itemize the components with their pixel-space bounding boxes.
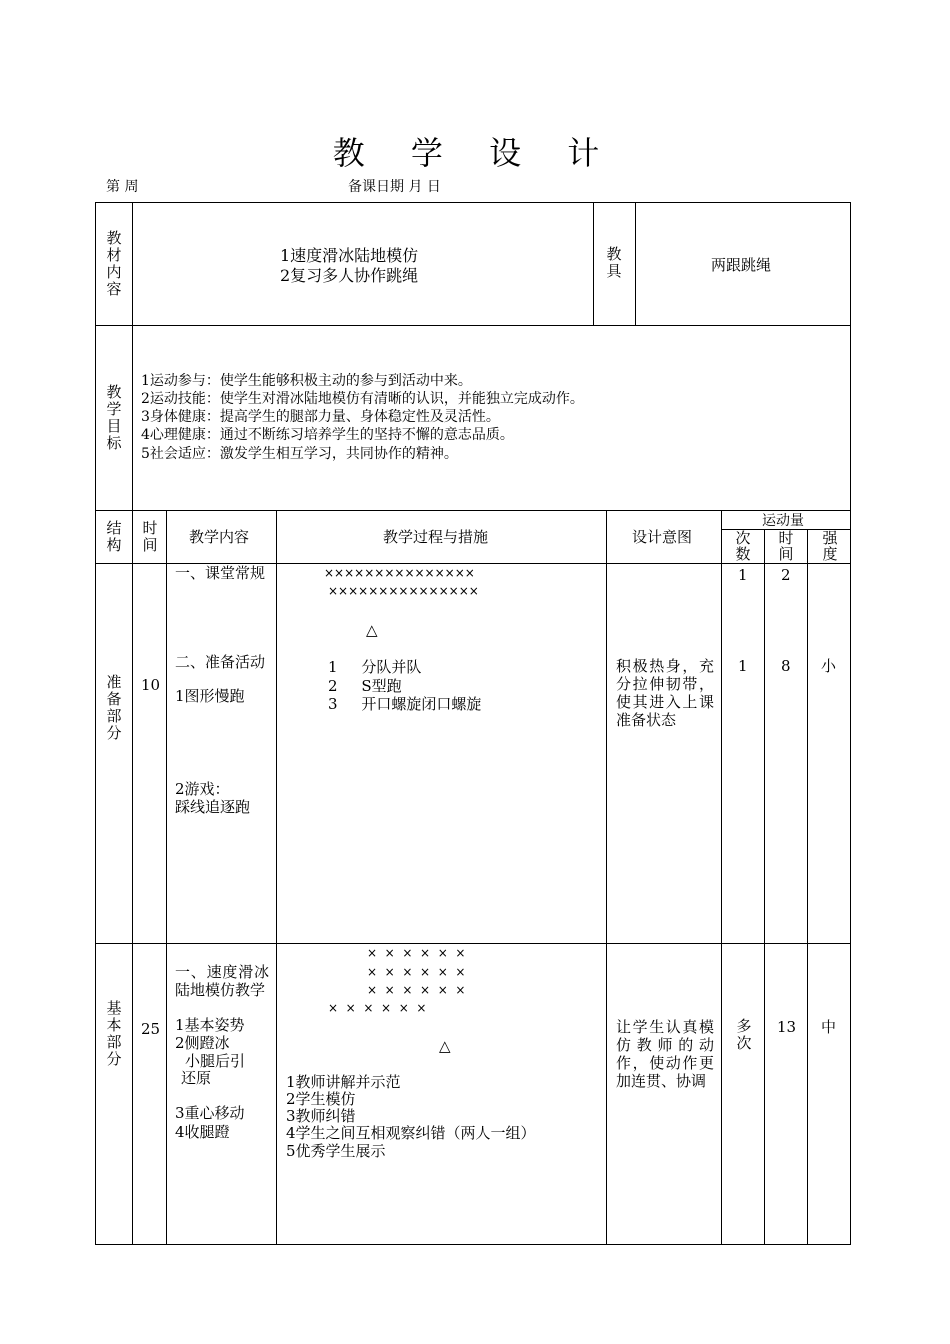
prep-count-2: 1: [738, 657, 748, 675]
col-process: 教学过程与措施: [383, 528, 489, 546]
goals-label: 教学目标: [106, 383, 122, 452]
col-duration: 时间: [778, 529, 794, 563]
equipment-label: 教具: [606, 245, 622, 280]
week-label: 第 周: [106, 179, 139, 195]
basic-intensity: 中: [821, 1018, 837, 1036]
prep-step-1: 1 分队并队: [328, 658, 422, 676]
basic-time: 25: [141, 1020, 161, 1038]
basic-content-1: 一、速度滑冰陆地模仿教学: [175, 963, 269, 999]
goal-item-4: 4心理健康：通过不断练习培养学生的坚持不懈的意志品质。: [141, 427, 514, 443]
prep-duration-2: 8: [781, 657, 791, 675]
material-label: 教材内容: [106, 229, 122, 298]
basic-intent: 让学生认真模仿教师的动作，使动作更加连贯、协调: [616, 1018, 714, 1090]
col-time: 时间: [142, 519, 158, 554]
prep-content-5: 踩线追逐跑: [175, 798, 251, 816]
prep-step-2: 2 S型跑: [328, 677, 402, 695]
basic-label: 基本部分: [106, 999, 122, 1068]
basic-duration: 13: [777, 1018, 797, 1036]
basic-content-3: 2侧蹬冰: [175, 1034, 230, 1052]
basic-step-2: 2学生模仿: [286, 1090, 356, 1108]
basic-step-1: 1教师讲解并示范: [286, 1073, 401, 1091]
prep-teacher-mark: △: [366, 621, 378, 639]
col-intensity: 强度: [822, 529, 838, 563]
prep-formation-row-2: ×××××××××××××××: [328, 584, 479, 598]
prep-time: 10: [141, 676, 161, 694]
prep-formation-row-1: ×××××××××××××××: [324, 566, 475, 580]
material-item-1: 1速度滑冰陆地模仿: [280, 246, 419, 265]
prep-content-4: 2游戏：: [175, 780, 230, 798]
equipment-value: 两跟跳绳: [711, 256, 772, 274]
basic-step-4: 4学生之间互相观察纠错（两人一组）: [286, 1124, 536, 1142]
col-intent: 设计意图: [632, 528, 693, 546]
prep-label: 准备部分: [106, 673, 122, 742]
col-load: 运动量: [762, 513, 804, 529]
basic-teacher-mark: △: [439, 1037, 451, 1055]
prep-intensity-2: 小: [821, 657, 837, 675]
prep-content-1: 一、课堂常规: [175, 564, 266, 582]
basic-step-5: 5优秀学生展示: [286, 1142, 386, 1160]
basic-content-5: 还原: [181, 1069, 212, 1087]
basic-formation-row-1: × × × × × ×: [367, 946, 466, 960]
basic-count: 多次: [736, 1017, 752, 1052]
prep-content-3: 1图形慢跑: [175, 687, 245, 705]
basic-content-4: 小腿后引: [185, 1052, 246, 1070]
goal-item-3: 3身体健康：提高学生的腿部力量、身体稳定性及灵活性。: [141, 409, 500, 425]
basic-content-2: 1基本姿势: [175, 1016, 245, 1034]
prep-content-2: 二、准备活动: [175, 653, 266, 671]
basic-content-7: 4收腿蹬: [175, 1123, 230, 1141]
basic-formation-row-2: × × × × × ×: [367, 965, 466, 979]
col-structure: 结构: [106, 519, 122, 554]
material-item-2: 2复习多人协作跳绳: [280, 266, 419, 285]
col-content: 教学内容: [189, 528, 250, 546]
basic-formation-row-3: × × × × × ×: [367, 983, 466, 997]
basic-formation-row-4: × × × × × ×: [328, 1001, 427, 1015]
col-count: 次数: [735, 529, 751, 563]
prep-duration-1: 2: [781, 566, 791, 584]
basic-content-6: 3重心移动: [175, 1104, 245, 1122]
page-title: 教 学 设 计: [332, 134, 618, 172]
prep-step-3: 3 开口螺旋闭口螺旋: [328, 695, 482, 713]
prep-intent: 积极热身，充分拉伸韧带，使其进入上课准备状态: [616, 657, 714, 729]
basic-step-3: 3教师纠错: [286, 1107, 356, 1125]
prep-date-label: 备课日期 月 日: [348, 179, 441, 195]
goal-item-2: 2运动技能：使学生对滑冰陆地模仿有清晰的认识，并能独立完成动作。: [141, 391, 584, 407]
goal-item-5: 5社会适应：激发学生相互学习，共同协作的精神。: [141, 446, 458, 462]
goal-item-1: 1运动参与：使学生能够积极主动的参与到活动中来。: [141, 373, 472, 389]
prep-count-1: 1: [738, 566, 748, 584]
